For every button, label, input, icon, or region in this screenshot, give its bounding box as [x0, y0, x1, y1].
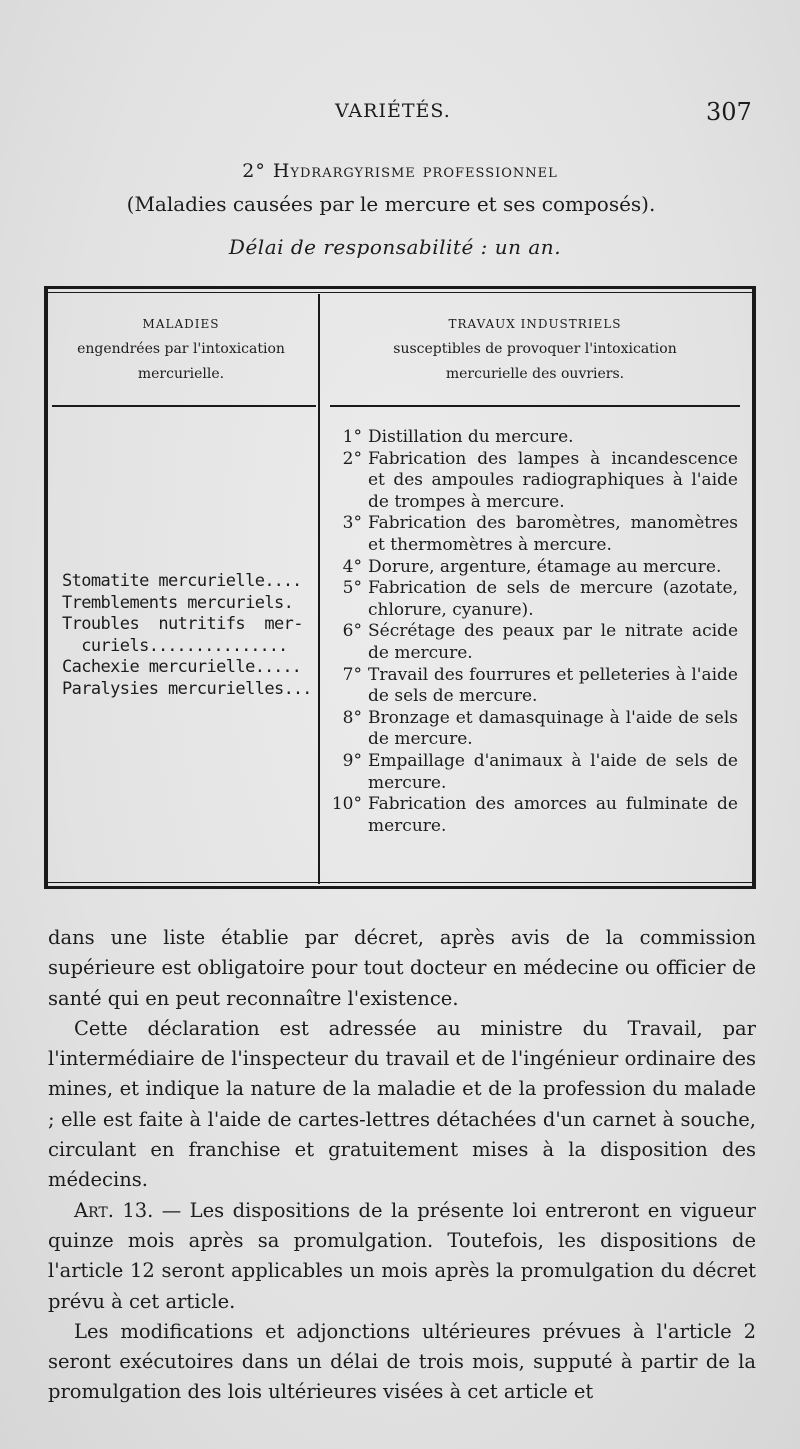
work-text: Fabrication de sels de mercure (azotate, chlorure, cyanure).	[368, 578, 738, 620]
leader-dots: ...............	[148, 635, 288, 656]
column-header-title: TRAVAUX INDUSTRIELS	[448, 317, 622, 331]
disease-text: Stomatite mercurielle	[62, 571, 265, 591]
running-head	[0, 98, 800, 132]
work-item	[330, 513, 738, 556]
column-header-line: mercurielle.	[137, 366, 225, 382]
work-number: 2°	[342, 448, 362, 469]
work-text: Fabrication des amorces au fulminate de mercure.	[368, 794, 738, 836]
column-header-line: susceptibles de provoquer l'intoxication	[393, 341, 677, 357]
body-text	[48, 923, 756, 1408]
work-number: 3°	[342, 513, 362, 534]
disease-item	[62, 571, 320, 593]
work-text: Fabrication des lampes à incandescence et des ampoules radiographiques à l'aide de trompes à mercure.	[368, 448, 738, 512]
work-item	[330, 427, 738, 449]
header-rule-left	[52, 405, 316, 407]
column-header-title: MALADIES	[142, 317, 220, 331]
page-number: 307	[706, 98, 752, 126]
work-text: Empaillage d'animaux à l'aide de sels de mercure.	[368, 750, 738, 793]
article-label: Art. 13.	[74, 1198, 154, 1222]
work-item	[330, 578, 738, 621]
disease-item	[62, 679, 320, 701]
section-subheading: (Maladies causées par le mercure et ses composés).	[126, 192, 656, 216]
disease-item	[62, 657, 320, 679]
work-item	[330, 794, 738, 837]
paragraph: Cette déclaration est adressée au ministre du Travail, par l'intermédiaire de l'inspecteur du travail et de l'ingénieur ordinaire des mines, et indique la nature de la maladie et de la profession du malade ; elle est faite à l'aide de cartes-lettres détachées d'un carnet à souche, circulant en franchise et gratuitement mises à la disposition des médecins.	[48, 1016, 756, 1192]
work-text: Distillation du mercure.	[368, 427, 574, 447]
disease-text: Cachexie mercurielle	[62, 657, 255, 677]
disease-text: Paralysies mercurielles	[62, 678, 284, 699]
work-item	[330, 708, 738, 751]
work-item	[330, 621, 738, 664]
work-item	[330, 449, 738, 514]
work-number: 10°	[331, 794, 362, 815]
industrial-works-list	[330, 427, 738, 837]
work-number: 1°	[342, 427, 362, 447]
disease-item	[62, 636, 320, 658]
work-number: 4°	[342, 556, 362, 577]
responsibility-value: : un an.	[480, 235, 562, 259]
work-text: Sécrétage des peaux par le nitrate acide de mercure.	[368, 621, 738, 663]
table-bottom-rule-thin	[44, 882, 756, 883]
work-number: 9°	[342, 750, 362, 771]
article-text: — Les dispositions de la présente loi entreront en vigueur quinze mois après sa promulgation. Toutefois, les dispositions de l'article 12 seront applicables un mois après la promulgation du décret prévu à cet article.	[48, 1198, 757, 1313]
work-text: Travail des fourrures et pelleteries à l'aide de sels de mercure.	[368, 664, 738, 707]
disease-text: curiels	[62, 635, 149, 656]
section-heading: 2° Hydrargyrisme professionnel	[242, 160, 558, 182]
disease-item	[62, 593, 320, 615]
work-number: 5°	[342, 578, 362, 599]
disease-text: Tremblements mercuriels.	[62, 592, 294, 613]
column-header-works	[330, 312, 740, 387]
disease-list	[62, 571, 320, 700]
work-text: Bronzage et damasquinage à l'aide de sels de mercure.	[368, 707, 738, 750]
disease-item	[62, 614, 320, 636]
work-text: Dorure, argenture, étamage au mercure.	[368, 556, 722, 577]
leader-dots: ....	[264, 571, 302, 591]
work-number: 8°	[342, 707, 362, 728]
paragraph: Les modifications et adjonctions ultérieures prévues à l'article 2 seront exécutoires dans un délai de trois mois, supputé à partir de la promulgation des lois ultérieures visées à cet article et	[48, 1319, 756, 1404]
responsibility-delay	[0, 235, 790, 259]
running-title: VARIÉTÉS.	[335, 100, 451, 122]
work-item	[330, 665, 738, 708]
work-text: Fabrication des baromètres, manomètres et thermomètres à mercure.	[368, 513, 738, 555]
table-bottom-rule	[44, 886, 756, 889]
work-number: 6°	[342, 621, 362, 642]
work-number: 7°	[342, 664, 362, 685]
disease-text: Troubles nutritifs mer-	[62, 614, 303, 634]
paragraph-article	[48, 1196, 756, 1317]
work-item	[330, 557, 738, 579]
column-header-line: mercurielle des ouvriers.	[445, 366, 625, 382]
column-header-diseases	[52, 312, 310, 387]
work-item	[330, 751, 738, 794]
column-header-line: engendrées par l'intoxication	[77, 341, 285, 357]
header-rule-right	[330, 405, 740, 407]
responsibility-label: Délai de responsabilité	[228, 235, 474, 259]
leader-dots: ...	[283, 678, 312, 699]
paragraph: dans une liste établie par décret, après avis de la commission supérieure est obligatoire pour tout docteur en médecine ou officier de santé qui en peut reconnaître l'existence.	[48, 926, 756, 1010]
leader-dots: .....	[254, 657, 301, 677]
